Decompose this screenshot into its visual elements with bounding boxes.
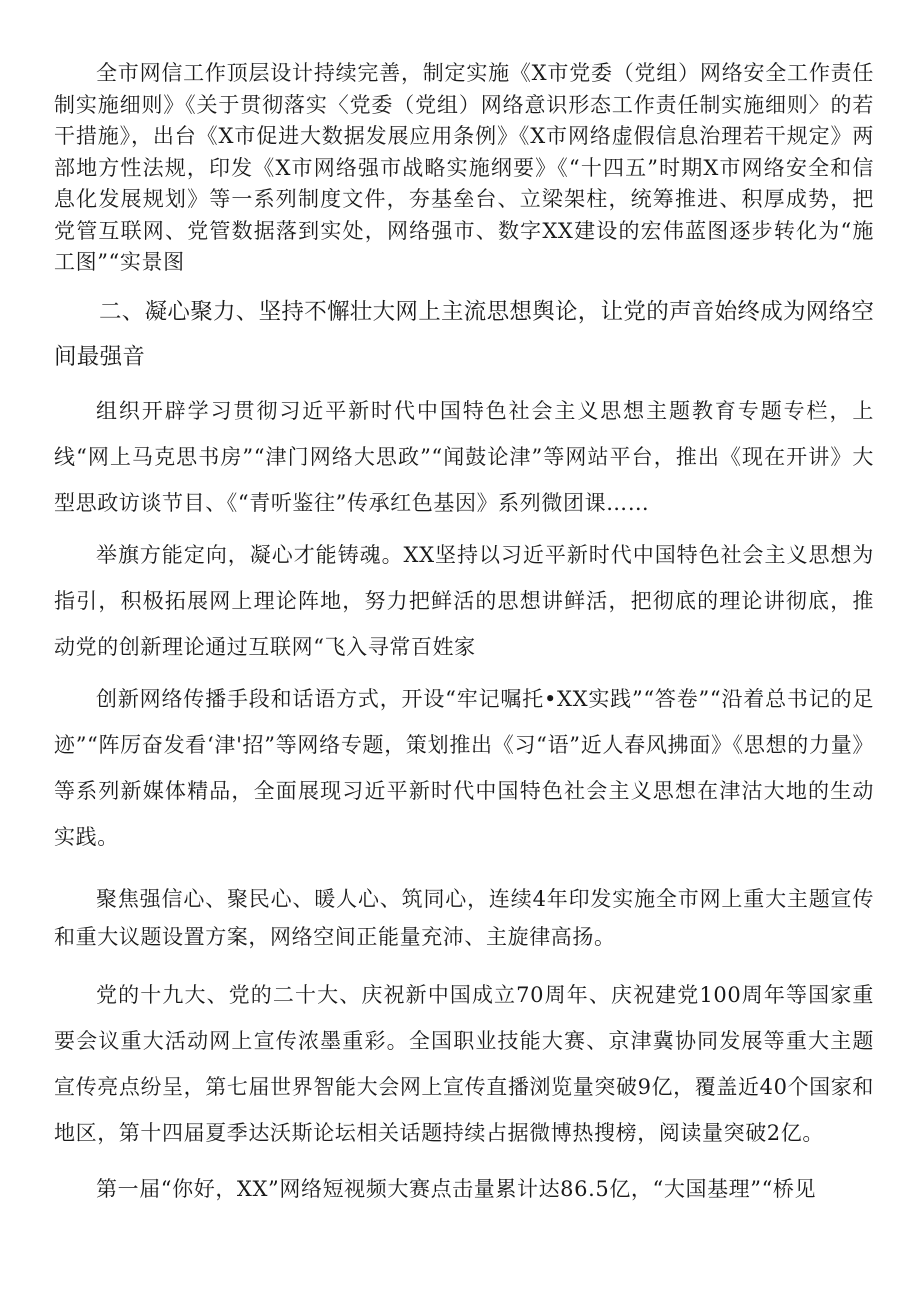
paragraph-video-contest: 第一届“你好，XX”网络短视频大赛点击量累计达86.5亿，“大国基理”“桥见 bbox=[96, 1177, 817, 1201]
paragraph-major-events: 党的十九大、党的二十大、庆祝新中国成立70周年、庆祝建党100周年等国家重要会议重大活动网上宣传浓墨重彩。全国职业技能大赛、京津冀协同发展等重大主题宣传亮点纷呈，第七届世界智能大会网上宣传直播浏览量突破9亿，覆盖近40个国家和地区，第十四届夏季达沃斯论坛相关话题持续占据微博热搜榜，阅读量突破2亿。 bbox=[54, 983, 874, 1145]
paragraph-communication-innovation: 创新网络传播手段和话语方式，开设“牢记嘱托•XX实践”“答卷”“沿着总书记的足迹”“阵厉奋发看‘津'招”等网络专题，策划推出《习“语”近人春风拂面》《思想的力量》等系列新媒体精品，全面展现习近平新时代中国特色社会主义思想在津沽大地的生动实践。 bbox=[54, 687, 874, 849]
paragraph-theme-publicity: 聚焦强信心、聚民心、暖人心、筑同心，连续4年印发实施全市网上重大主题宣传和重大议题设置方案，网络空间正能量充沛、主旋律高扬。 bbox=[54, 887, 874, 949]
paragraph-ideological-guidance: 举旗方能定向，凝心才能铸魂。XX坚持以习近平新时代中国特色社会主义思想为指引，积极拓展网上理论阵地，努力把鲜活的思想讲鲜活，把彻底的理论讲彻底，推动党的创新理论通过互联网“飞入寻常百姓家 bbox=[54, 543, 874, 659]
section-heading: 二、凝心聚力、坚持不懈壮大网上主流思想舆论，让党的声音始终成为网络空间最强音 bbox=[54, 299, 875, 370]
paragraph-top-level-design: 全市网信工作顶层设计持续完善，制定实施《X市党委（党组）网络安全工作责任制实施细则》《关于贯彻落实〈党委（党组）网络意识形态工作责任制实施细则〉的若干措施》，出台《X市促进大数据发展应用条例》《X市网络虚假信息治理若干规定》两部地方性法规，印发《X市网络强市战略实施纲要》《“十四五”时期X市网络安全和信息化发展规划》等一系列制度文件，夯基垒台、立梁架柱，统筹推进、积厚成势，把党管互联网、党管数据落到实处，网络强市、数字XX建设的宏伟蓝图逐步转化为“施工图”“实景图 bbox=[54, 61, 874, 274]
paragraph-theory-platforms: 组织开辟学习贯彻习近平新时代中国特色社会主义思想主题教育专题专栏，上线“网上马克思书房”“津门网络大思政”“闻鼓论津”等网站平台，推出《现在开讲》大型思政访谈节目、《“青听鉴往”传承红色基因》系列微团课…… bbox=[54, 399, 874, 515]
